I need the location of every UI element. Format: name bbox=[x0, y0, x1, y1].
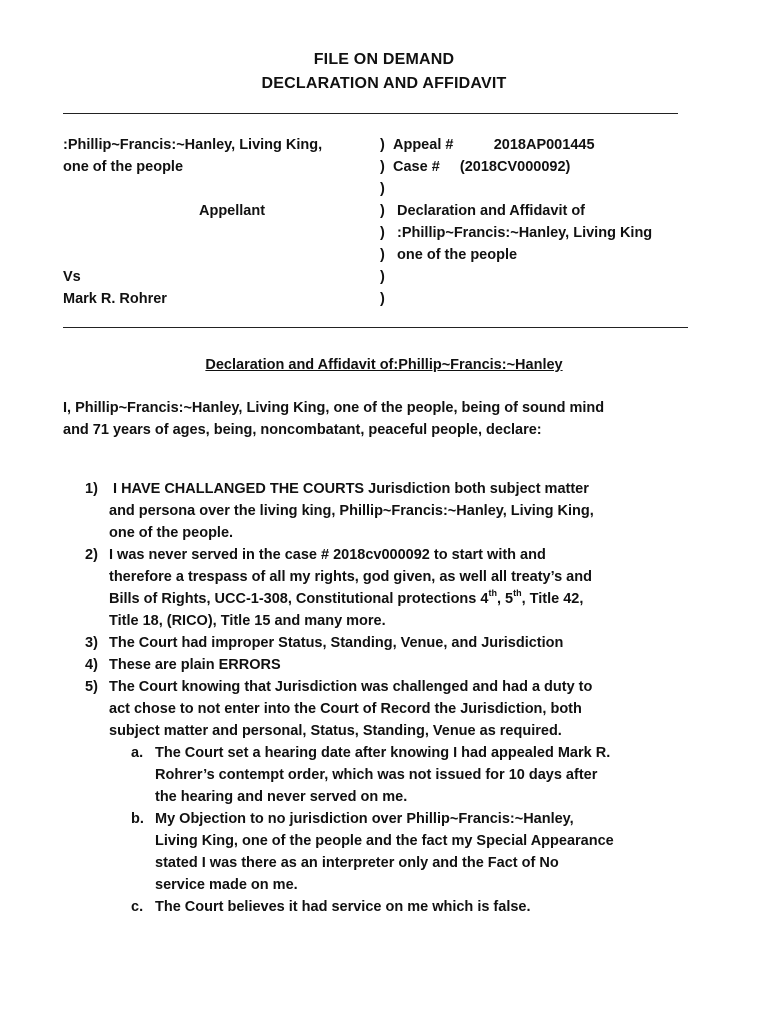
caption-party-role: Appellant bbox=[199, 203, 266, 219]
caption-separator: ) bbox=[380, 203, 385, 219]
caption-row bbox=[63, 225, 713, 247]
ordinal-suffix: th bbox=[513, 588, 522, 599]
list-item-number: 4) bbox=[85, 657, 98, 673]
caption-left-text: Vs bbox=[63, 269, 81, 285]
declaration-list bbox=[63, 478, 723, 918]
intro-paragraph bbox=[63, 397, 713, 441]
list-item-number: 3) bbox=[85, 635, 98, 651]
text-run: , 5 bbox=[496, 591, 514, 607]
list-item-line: The Court had improper Status, Standing, Venue, and Jurisdiction bbox=[109, 635, 564, 651]
text-run: Bills of Rights, UCC-1-308, Constitutional protections 4 bbox=[109, 591, 489, 607]
list-item-line: act chose to not enter into the Court of Record the Jurisdiction, both bbox=[109, 701, 582, 717]
list-item-line: one of the people. bbox=[109, 525, 234, 541]
list-item bbox=[63, 676, 723, 742]
caption-row bbox=[63, 269, 713, 291]
sub-item-line: Living King, one of the people and the fact my Special Appearance bbox=[155, 833, 614, 849]
caption-separator: ) bbox=[380, 247, 385, 263]
sub-item-line: the hearing and never served on me. bbox=[155, 789, 408, 805]
list-item-line: These are plain ERRORS bbox=[109, 657, 281, 673]
ordinal-suffix: th bbox=[488, 588, 497, 599]
caption-left-text: :Phillip~Francis:~Hanley, Living King, bbox=[63, 137, 323, 153]
sub-item-line: The Court believes it had service on me which is false. bbox=[155, 899, 531, 915]
list-item-line bbox=[109, 588, 723, 610]
caption-row bbox=[63, 181, 713, 203]
caption-bottom-divider bbox=[63, 327, 688, 328]
list-item bbox=[63, 654, 723, 676]
top-divider bbox=[63, 113, 678, 114]
sub-item-line: service made on me. bbox=[155, 877, 298, 893]
document-title-line2: DECLARATION AND AFFIDAVIT bbox=[261, 75, 507, 92]
list-item bbox=[63, 544, 723, 632]
caption-row bbox=[63, 291, 713, 313]
list-item-line: subject matter and personal, Status, Standing, Venue as required. bbox=[109, 723, 562, 739]
caption-row bbox=[63, 203, 713, 225]
caption-right-text: Declaration and Affidavit of bbox=[393, 203, 586, 219]
sub-list-item bbox=[63, 742, 723, 808]
sub-list-item bbox=[63, 896, 723, 918]
sub-item-letter: c. bbox=[131, 899, 144, 915]
caption-separator: ) bbox=[380, 269, 385, 285]
list-item bbox=[63, 478, 723, 544]
list-item bbox=[63, 632, 723, 654]
caption-left-text: Mark R. Rohrer bbox=[63, 291, 167, 307]
affidavit-heading: Declaration and Affidavit of:Phillip~Francis:~Hanley bbox=[205, 357, 563, 373]
sub-item-letter: b. bbox=[131, 811, 144, 827]
sub-item-line: stated I was there as an interpreter only and the Fact of No bbox=[155, 855, 559, 871]
caption-row bbox=[63, 159, 713, 181]
list-item-line: I HAVE CHALLANGED THE COURTS Jurisdiction both subject matter bbox=[109, 481, 589, 497]
text-run: , Title 42, bbox=[521, 591, 584, 607]
list-item-number: 5) bbox=[85, 679, 98, 695]
caption-left-text: one of the people bbox=[63, 159, 184, 175]
sub-list-item bbox=[63, 808, 723, 896]
list-item-number: 2) bbox=[85, 547, 98, 563]
list-item-line: therefore a trespass of all my rights, god given, as well all treaty’s and bbox=[109, 569, 592, 585]
caption-separator: ) bbox=[380, 181, 385, 197]
caption-separator: ) bbox=[380, 159, 385, 175]
list-item-line: and persona over the living king, Phillip~Francis:~Hanley, Living King, bbox=[109, 503, 594, 519]
sub-item-line: My Objection to no jurisdiction over Phillip~Francis:~Hanley, bbox=[155, 811, 574, 827]
list-item-number: 1) bbox=[85, 481, 98, 497]
caption-row bbox=[63, 137, 713, 159]
list-item-line: Title 18, (RICO), Title 15 and many more. bbox=[109, 613, 386, 629]
caption-right-text: Appeal # 2018AP001445 bbox=[393, 137, 595, 153]
document-title-line1: FILE ON DEMAND bbox=[313, 51, 455, 68]
intro-line: I, Phillip~Francis:~Hanley, Living King, one of the people, being of sound mind bbox=[63, 400, 605, 416]
intro-line: and 71 years of ages, being, noncombatant, peaceful people, declare: bbox=[63, 422, 542, 438]
sub-item-letter: a. bbox=[131, 745, 144, 761]
caption-row bbox=[63, 247, 713, 269]
caption-right-text: Case # (2018CV000092) bbox=[393, 159, 571, 175]
caption-separator: ) bbox=[380, 291, 385, 307]
caption-separator: ) bbox=[380, 137, 385, 153]
sub-item-line: Rohrer’s contempt order, which was not issued for 10 days after bbox=[155, 767, 598, 783]
sub-item-line: The Court set a hearing date after knowing I had appealed Mark R. bbox=[155, 745, 611, 761]
caption-separator: ) bbox=[380, 225, 385, 241]
caption-right-text: :Phillip~Francis:~Hanley, Living King bbox=[393, 225, 653, 241]
caption-right-text: one of the people bbox=[393, 247, 518, 263]
list-item-line: The Court knowing that Jurisdiction was challenged and had a duty to bbox=[109, 679, 593, 695]
list-item-line: I was never served in the case # 2018cv000092 to start with and bbox=[109, 547, 546, 563]
